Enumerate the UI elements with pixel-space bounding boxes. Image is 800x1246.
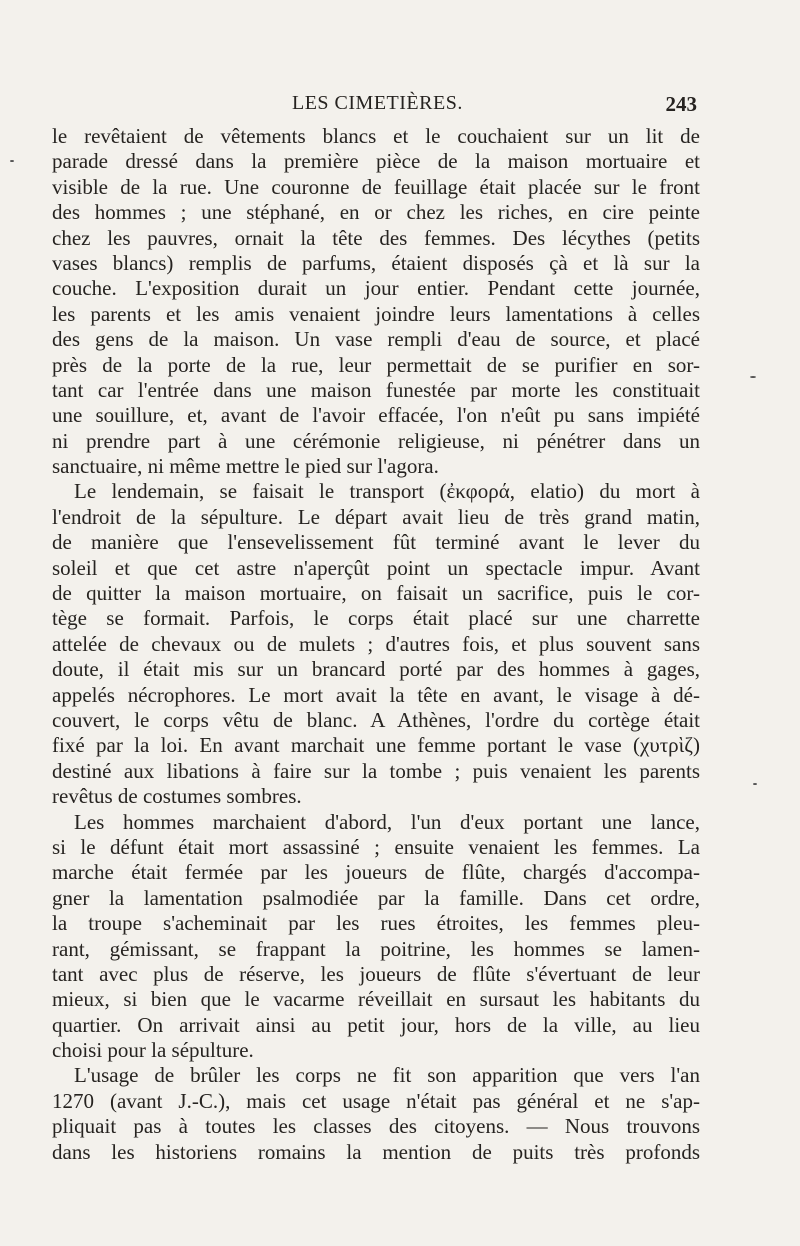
text-line: couvert, le corps vêtu de blanc. A Athènes, l'ordre du cortège était xyxy=(52,707,700,732)
text-line: fixé par la loi. En avant marchait une femme portant le vase (χυτρὶζ) xyxy=(52,733,700,758)
text-line: vases blancs) remplis de parfums, étaient disposés çà et là sur la xyxy=(52,250,700,275)
page-number: 243 xyxy=(665,92,697,116)
text-line: soleil et que cet astre n'aperçût point un spectacle impur. Avant xyxy=(52,555,700,580)
running-title: LES CIMETIÈRES. xyxy=(292,92,463,114)
text-line: des gens de la maison. Un vase rempli d'eau de source, et placé xyxy=(52,327,700,352)
text-line: doute, il était mis sur un brancard porté par des hommes à gages, xyxy=(52,657,700,682)
text-line: sanctuaire, ni même mettre le pied sur l'agora. xyxy=(52,454,439,479)
text-line: le revêtaient de vêtements blancs et le couchaient sur un lit de xyxy=(52,124,700,148)
text-line: 1270 (avant J.-C.), mais cet usage n'était pas général et ne s'ap- xyxy=(52,1088,700,1113)
text-line: si le défunt était mort assassiné ; ensuite venaient les femmes. La xyxy=(52,834,700,859)
text-line: quartier. On arrivait ainsi au petit jour, hors de la ville, au lieu xyxy=(52,1012,700,1037)
margin-speck xyxy=(10,160,14,162)
text-line: l'endroit de la sépulture. Le départ avait lieu de très grand matin, xyxy=(52,504,700,529)
text-line: des hommes ; une stéphané, en or chez les riches, en cire peinte xyxy=(52,200,700,225)
text-line: mieux, si bien que le vacarme réveillait en sursaut les habitants du xyxy=(52,987,700,1012)
text-line: une souillure, et, avant de l'avoir effacée, l'on n'eût pu sans impiété xyxy=(52,403,700,428)
margin-speck xyxy=(753,783,757,785)
text-line: attelée de chevaux ou de mulets ; d'autres fois, et plus souvent sans xyxy=(52,631,700,656)
text-line: visible de la rue. Une couronne de feuillage était placée sur le front xyxy=(52,174,700,199)
text-line: ni prendre part à une cérémonie religieuse, ni pénétrer dans un xyxy=(52,428,700,453)
page-header xyxy=(52,92,697,122)
text-line: choisi pour la sépulture. xyxy=(52,1038,254,1063)
text-line: gner la lamentation psalmodiée par la famille. Dans cet ordre, xyxy=(52,885,700,910)
text-line: couche. L'exposition durait un jour entier. Pendant cette journée, xyxy=(52,276,700,301)
text-line: les parents et les amis venaient joindre leurs lamentations à celles xyxy=(52,301,700,326)
text-line: marche était fermée par les joueurs de flûte, chargés d'accompa- xyxy=(52,860,700,885)
text-line: tant car l'entrée dans une maison funestée par morte les constituait xyxy=(52,377,700,402)
body-text xyxy=(52,124,700,1165)
text-line: appelés nécrophores. Le mort avait la tête en avant, le visage à dé- xyxy=(52,682,700,707)
text-line: chez les pauvres, ornait la tête des femmes. Des lécythes (petits xyxy=(52,225,700,250)
text-line: destiné aux libations à faire sur la tombe ; puis venaient les parents xyxy=(52,758,700,783)
text-line: la troupe s'acheminait par les rues étroites, les femmes pleu- xyxy=(52,911,700,936)
text-line: pliquait pas à toutes les classes des citoyens. — Nous trouvons xyxy=(52,1114,700,1139)
text-line: tant avec plus de réserve, les joueurs de flûte s'évertuant de leur xyxy=(52,961,700,986)
text-line: de quitter la maison mortuaire, on faisait un sacrifice, puis le cor- xyxy=(52,581,700,606)
text-line: revêtus de costumes sombres. xyxy=(52,784,302,809)
text-line: Les hommes marchaient d'abord, l'un d'eux portant une lance, xyxy=(74,809,700,834)
text-line: parade dressé dans la première pièce de la maison mortuaire et xyxy=(52,149,700,174)
text-line: dans les historiens romains la mention de puits très profonds xyxy=(52,1139,700,1164)
text-line: Le lendemain, se faisait le transport (ἐκφορά, elatio) du mort à xyxy=(74,479,700,504)
text-line: près de la porte de la rue, leur permettait de se purifier en sor- xyxy=(52,352,700,377)
margin-speck xyxy=(750,376,756,378)
text-line: L'usage de brûler les corps ne fit son apparition que vers l'an xyxy=(74,1063,700,1088)
text-line: tège se formait. Parfois, le corps était placé sur une charrette xyxy=(52,606,700,631)
text-line: de manière que l'ensevelissement fût terminé avant le lever du xyxy=(52,530,700,555)
text-line: rant, gémissant, se frappant la poitrine, les hommes se lamen- xyxy=(52,936,700,961)
